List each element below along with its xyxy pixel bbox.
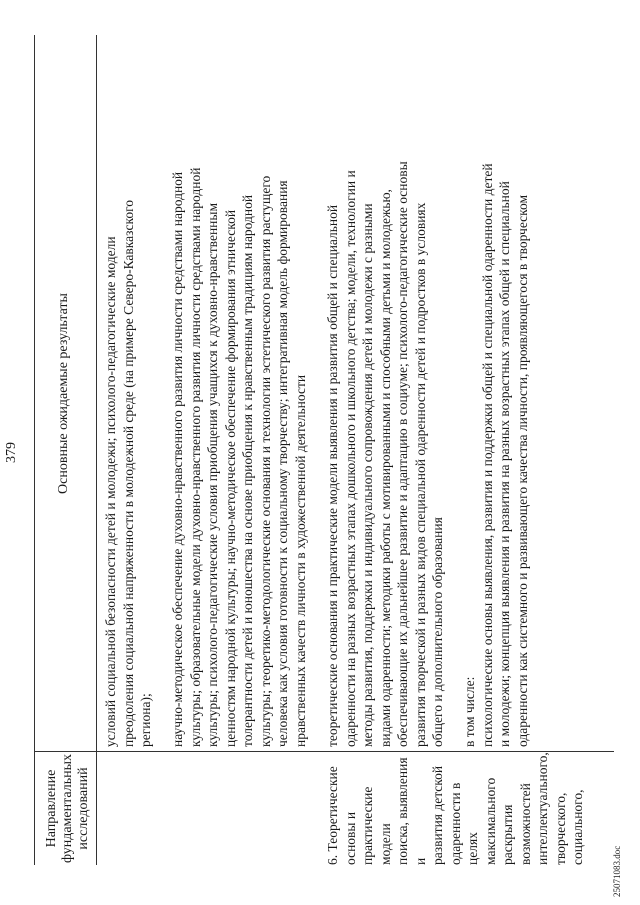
column-divider (34, 751, 614, 752)
header-direction: Направление фундаментальных исследований (44, 754, 91, 864)
page-number: 379 (4, 442, 19, 463)
row-6-results-1: теоретические основания и практические модели выявления и развития общей и специальной одаренности на разных возрастных этапах дошкольного и школьного детства; модели, технологии и методы развития, поддержки и индивидуального сопровождения детей и молодежи с разными видами одаренности; методики работы с мотивированными и способными детьми и молодежью, обеспечивающие их дальнейшее развитие и адаптацию в социуме; психолого-педагогические основы развития творческой и разных видов специальной одаренности детей и подростков в условиях общего и дополнительного образования (325, 161, 445, 747)
prev-row-results-1: условий социальной безопасности детей и молодежи; психолого-педагогические модели преодоления социальной напряженности в молодежной среде (на примере Северо-Кавказского региона); (103, 199, 153, 747)
header-bottom-rule (96, 35, 97, 865)
prev-row-results-2: научно-методическое обеспечение духовно-нравственного развития личности средствами народной культуры; образовательные модели духовно-нравственного развития личности средствами народной культуры; психолого-педагогические условия приобщения учащихся к духовно-нравственным ценностям народной культуры; научно-методическое обеспечение формирования этнической толерантности детей и юношества на основе приобщения к нравственным традициям народной культуры; теоретико-методологические основания и технологии эстетического развития растущего человека как условия готовности к социальному творчеству; интегративная модель формирования нравственных качеств личности в художественной деятельности (170, 167, 308, 747)
row-6-direction: 6. Теоретические основы и практические модели поиска, выявления и развития детской одаренности в целях максимального раскрытия возможностей интеллектуального, творческого, социального, (325, 752, 585, 865)
results-table (34, 35, 614, 865)
table-top-rule (34, 35, 35, 865)
header-results: Основные ожидаемые результаты (56, 293, 71, 494)
row-6-results-2: в том числе: психологические основы выявления, развития и поддержки общей и специальной одаренности детей и молодежи; концепция выявления и развития на разных возрастных этапах общей и специальной одаренности как системного и развивающего качества личности, проявляющегося в творческом (462, 163, 530, 747)
document-id: 25071083.doc (612, 845, 622, 897)
